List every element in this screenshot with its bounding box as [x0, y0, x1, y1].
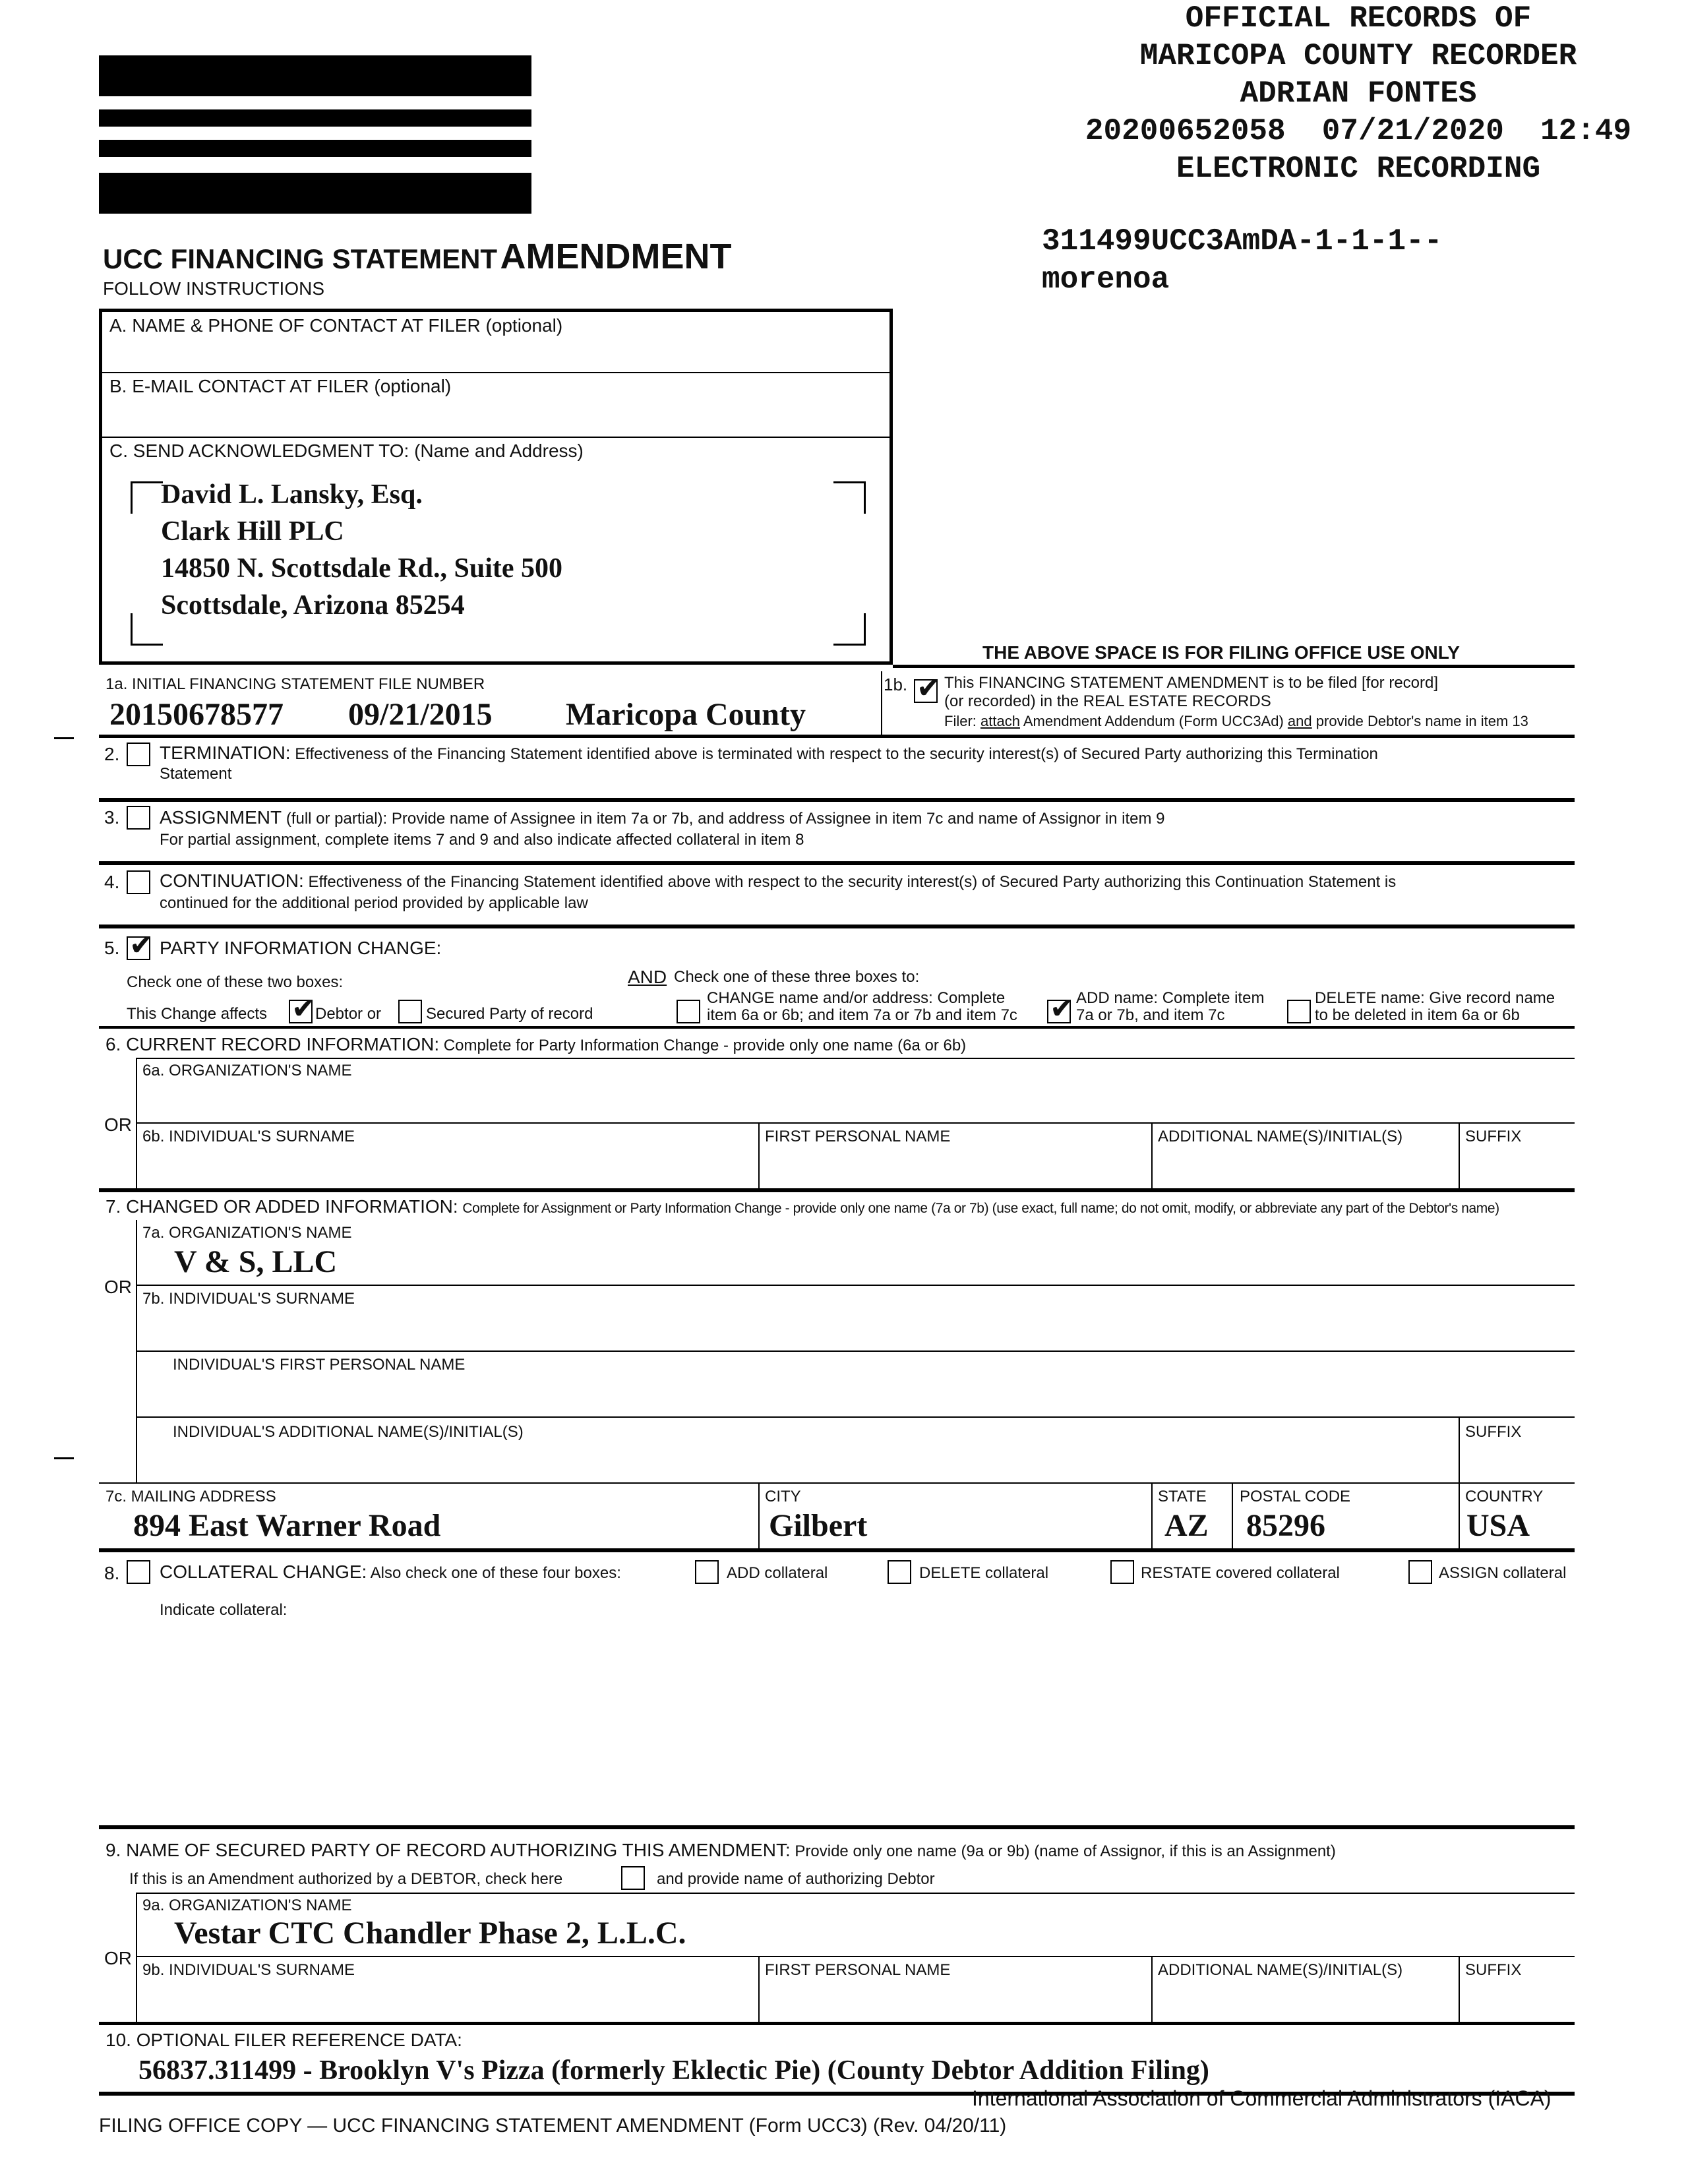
item-1b-attach: attach — [980, 713, 1020, 729]
item-2-title: TERMINATION: — [160, 743, 291, 763]
item-4-desc-2: continued for the additional period provided by applicable law — [160, 894, 588, 912]
bracket-bottom-left — [131, 613, 163, 646]
delete-collateral-checkbox[interactable] — [888, 1560, 911, 1584]
line-below-4 — [99, 925, 1575, 928]
item-9b-label: 9b. INDIVIDUAL'S SURNAME — [142, 1961, 355, 1979]
item-1b-line2: (or recorded) in the REAL ESTATE RECORDS — [944, 692, 1271, 710]
item-9-header — [106, 1841, 1336, 1861]
city-label: CITY — [765, 1488, 801, 1505]
change-name-checkbox[interactable] — [677, 1000, 700, 1023]
city-value: Gilbert — [769, 1508, 868, 1543]
item-6-suffix-label: SUFFIX — [1465, 1128, 1522, 1145]
item-5-change-1: CHANGE name and/or address: Complete — [707, 989, 1006, 1007]
redaction-bar-4 — [99, 173, 531, 214]
checkmark-icon: ✔ — [1050, 992, 1074, 1025]
follow-instructions: FOLLOW INSTRUCTIONS — [103, 278, 325, 299]
item-9a-label: 9a. ORGANIZATION'S NAME — [142, 1896, 352, 1914]
line-below-6 — [99, 1188, 1575, 1192]
item-2-desc-2: Statement — [160, 765, 232, 783]
grid-line — [136, 1956, 1575, 1957]
item-1a-label: 1a. INITIAL FINANCING STATEMENT FILE NUMBER — [106, 675, 485, 693]
filing-office-only: THE ABOVE SPACE IS FOR FILING OFFICE USE ONLY — [982, 642, 1460, 663]
item-7a-label: 7a. ORGANIZATION'S NAME — [142, 1224, 352, 1242]
margin-mark-2 — [54, 1457, 74, 1459]
item-1b-checkbox[interactable] — [914, 671, 941, 705]
margin-mark-1 — [54, 737, 74, 739]
grid-line — [136, 1285, 1575, 1286]
item-8-num: 8. — [104, 1563, 120, 1583]
grid-line — [136, 1122, 1575, 1124]
item-7-additional-label: INDIVIDUAL'S ADDITIONAL NAME(S)/INITIAL(S) — [173, 1423, 524, 1441]
item-1b-line1: This FINANCING STATEMENT AMENDMENT is to be filed [for record] — [944, 674, 1439, 692]
recorder-ref-1: 311499UCC3AmDA-1-1-1-- — [1042, 224, 1443, 258]
recorder-line-2: MARICOPA COUNTY RECORDER — [1139, 39, 1577, 73]
line-below-5 — [99, 1026, 1575, 1029]
item-4-num: 4. — [104, 872, 120, 892]
recorder-line-4: 20200652058 07/21/2020 12:49 — [1085, 114, 1632, 148]
item-5-delete-1: DELETE name: Give record name — [1315, 989, 1555, 1007]
item-2-num: 2. — [104, 744, 120, 764]
item-5-and: AND — [628, 967, 667, 987]
grid-line — [1459, 1956, 1460, 2022]
item-a-label: A. NAME & PHONE OF CONTACT AT FILER (optional) — [109, 315, 563, 336]
ack-address — [161, 476, 562, 624]
ack-line-1: David L. Lansky, Esq. — [161, 479, 423, 510]
item-3-num: 3. — [104, 807, 120, 828]
item-9-title: 9. NAME OF SECURED PARTY OF RECORD AUTHORIZING THIS AMENDMENT: — [106, 1840, 791, 1860]
item-7c-label: 7c. MAILING ADDRESS — [106, 1488, 276, 1505]
grid-line — [758, 1122, 760, 1188]
item-6-desc: Complete for Party Information Change - provide only one name (6a or 6b) — [443, 1037, 967, 1054]
secured-party-checkbox[interactable] — [398, 1000, 422, 1023]
redaction-bar-2 — [99, 109, 531, 127]
line-under-filing-office — [893, 665, 1575, 668]
grid-line — [136, 1416, 1575, 1418]
state-value: AZ — [1164, 1508, 1209, 1543]
ack-line-4: Scottsdale, Arizona 85254 — [161, 590, 465, 621]
item-9-suffix-label: SUFFIX — [1465, 1961, 1522, 1979]
divider-1a-1b — [881, 671, 882, 735]
recorder-line-5: ELECTRONIC RECORDING — [1176, 152, 1541, 186]
item-5-check-two: Check one of these two boxes: — [127, 973, 344, 991]
item-5-add-2: 7a or 7b, and item 7c — [1076, 1006, 1225, 1024]
grid-line — [136, 1893, 137, 2022]
item-1b-filer: Filer: — [944, 713, 977, 729]
or-7: OR — [104, 1277, 132, 1297]
line-below-2 — [99, 798, 1575, 802]
bracket-top-right — [833, 481, 866, 514]
grid-line — [758, 1482, 760, 1548]
checkmark-icon: ✔ — [291, 992, 316, 1025]
item-9-first-label: FIRST PERSONAL NAME — [765, 1961, 951, 1979]
item-4-desc: Effectiveness of the Financing Statement identified above with respect to the security interest(s) of Secured Party authorizing this Continuation Statement is — [308, 873, 1397, 891]
recorder-line-1: OFFICIAL RECORDS OF — [1185, 1, 1532, 36]
redaction-bar-3 — [99, 140, 531, 157]
line-below-1 — [99, 735, 1575, 738]
ack-line-2: Clark Hill PLC — [161, 516, 344, 547]
grid-line — [1151, 1482, 1153, 1548]
country-value: USA — [1466, 1508, 1530, 1543]
state-label: STATE — [1158, 1488, 1207, 1505]
item-1b-and: and — [1287, 713, 1312, 729]
item-8-title: COLLATERAL CHANGE: — [160, 1562, 367, 1582]
bracket-top-left — [131, 481, 163, 514]
item-6-header — [106, 1035, 966, 1055]
line-below-3 — [99, 861, 1575, 865]
footer-right: International Association of Commercial Administrators (IACA) — [972, 2086, 1552, 2110]
item-1b-line3 — [944, 712, 1528, 731]
item-7-first-label: INDIVIDUAL'S FIRST PERSONAL NAME — [173, 1356, 466, 1374]
recorder-stamp — [1029, 0, 1688, 188]
restate-collateral-label: RESTATE covered collateral — [1141, 1564, 1340, 1582]
form-title — [103, 236, 732, 277]
line-below-8 — [99, 1825, 1575, 1829]
grid-line — [136, 1893, 1575, 1894]
item-5-num: 5. — [104, 938, 120, 958]
item-b-label: B. E-MAIL CONTACT AT FILER (optional) — [109, 376, 452, 396]
form-title-main: AMENDMENT — [500, 237, 732, 276]
collateral-change-checkbox[interactable] — [127, 1560, 150, 1584]
checkmark-icon: ✔ — [129, 928, 154, 962]
delete-name-checkbox[interactable] — [1287, 1000, 1311, 1023]
item-1a-county: Maricopa County — [566, 697, 806, 732]
assign-collateral-checkbox[interactable] — [1408, 1560, 1432, 1584]
item-7-desc: Complete for Assignment or Party Information Change - provide only one name (7a or 7b) (use exact, full name; do not omit, modify, or abbreviate any part of the Debtor's name) — [462, 1201, 1499, 1216]
item-9-desc: Provide only one name (9a or 9b) (name of Assignor, if this is an Assignment) — [795, 1842, 1336, 1860]
grid-line — [136, 1058, 1575, 1059]
assignment-checkbox[interactable] — [127, 806, 150, 830]
item-3-title: ASSIGNMENT — [160, 807, 282, 828]
address-value: 894 East Warner Road — [133, 1508, 441, 1543]
postal-value: 85296 — [1246, 1508, 1325, 1543]
item-7-title: 7. CHANGED OR ADDED INFORMATION: — [106, 1196, 458, 1217]
item-4-text — [160, 872, 1396, 892]
item-5-debtor: Debtor or — [315, 1005, 382, 1023]
item-9-debtor-text: If this is an Amendment authorized by a DEBTOR, check here — [129, 1870, 563, 1888]
bracket-bottom-right — [833, 613, 866, 646]
item-1b-addendum: Amendment Addendum (Form UCC3Ad) — [1023, 713, 1284, 729]
debtor-checkbox[interactable] — [289, 992, 316, 1025]
footer-left — [99, 2114, 1006, 2138]
item-7-header — [106, 1198, 1499, 1218]
item-3-text — [160, 808, 1165, 828]
item-4-title: CONTINUATION: — [160, 870, 304, 891]
checkmark-icon: ✔ — [917, 671, 941, 705]
line-below-7 — [99, 1548, 1575, 1552]
continuation-checkbox[interactable] — [127, 870, 150, 894]
add-name-checkbox[interactable] — [1047, 992, 1074, 1025]
or-9: OR — [104, 1948, 132, 1968]
item-3-desc: (full or partial): Provide name of Assignee in item 7a or 7b, and address of Assignee in item 7c and name of Assignor in item 9 — [286, 810, 1165, 828]
party-info-checkbox[interactable] — [127, 928, 154, 962]
redaction-bar-1 — [99, 55, 531, 96]
grid-line — [1459, 1416, 1460, 1482]
country-label: COUNTRY — [1465, 1488, 1544, 1505]
termination-checkbox[interactable] — [127, 743, 150, 766]
or-6: OR — [104, 1114, 132, 1135]
item-1b-provide: provide Debtor's name in item 13 — [1315, 713, 1528, 729]
item-5-affects: This Change affects — [127, 1005, 268, 1023]
grid-line — [1151, 1122, 1153, 1188]
item-9a-value: Vestar CTC Chandler Phase 2, L.L.C. — [174, 1916, 686, 1951]
item-2-text — [160, 744, 1378, 764]
grid-line — [1459, 1482, 1460, 1548]
postal-label: POSTAL CODE — [1240, 1488, 1351, 1505]
delete-collateral-label: DELETE collateral — [919, 1564, 1049, 1582]
grid-line — [136, 1350, 1575, 1352]
item-1a-number: 20150678577 — [109, 697, 284, 732]
item-5-title: PARTY INFORMATION CHANGE: — [160, 938, 442, 958]
recorder-ref-2: morenoa — [1042, 262, 1170, 297]
item-1a-date: 09/21/2015 — [348, 697, 493, 732]
item-9-debtor-text-2: and provide name of authorizing Debtor — [657, 1870, 935, 1888]
form-title-prefix: UCC FINANCING STATEMENT — [103, 243, 498, 274]
ack-line-3: 14850 N. Scottsdale Rd., Suite 500 — [161, 553, 563, 584]
recorder-line-3: ADRIAN FONTES — [1240, 76, 1477, 111]
item-9-additional-label: ADDITIONAL NAME(S)/INITIAL(S) — [1158, 1961, 1403, 1979]
grid-line — [99, 1482, 1575, 1484]
item-5-delete-2: to be deleted in item 6a or 6b — [1315, 1006, 1520, 1024]
item-6b-label: 6b. INDIVIDUAL'S SURNAME — [142, 1128, 355, 1145]
authorizing-debtor-checkbox[interactable] — [621, 1866, 645, 1890]
item-10-label: 10. OPTIONAL FILER REFERENCE DATA: — [106, 2030, 462, 2050]
line-below-9 — [99, 2022, 1575, 2025]
grid-line — [1459, 1122, 1460, 1188]
grid-line — [136, 1220, 137, 1484]
item-c-label: C. SEND ACKNOWLEDGMENT TO: (Name and Address) — [109, 440, 584, 461]
item-8-header — [160, 1563, 621, 1583]
item-5-check-three: Check one of these three boxes to: — [674, 968, 920, 986]
item-6a-label: 6a. ORGANIZATION'S NAME — [142, 1062, 352, 1079]
add-collateral-label: ADD collateral — [727, 1564, 828, 1582]
item-7-suffix-label: SUFFIX — [1465, 1423, 1522, 1441]
grid-line — [758, 1956, 760, 2022]
item-1b-num: 1b. — [884, 675, 908, 694]
add-collateral-checkbox[interactable] — [695, 1560, 719, 1584]
item-10-value: 56837.311499 - Brooklyn V's Pizza (formerly Eklectic Pie) (County Debtor Addition Filing) — [138, 2055, 1209, 2086]
item-2-desc: Effectiveness of the Financing Statement identified above is terminated with respect to the security interest(s) of Secured Party authorizing this Termination — [295, 745, 1378, 763]
item-6-title: 6. CURRENT RECORD INFORMATION: — [106, 1034, 440, 1054]
item-3-desc-2: For partial assignment, complete items 7 and 9 and also indicate affected collateral in item 8 — [160, 831, 804, 849]
indicate-collateral-label: Indicate collateral: — [160, 1601, 287, 1619]
grid-line — [1232, 1482, 1233, 1548]
item-7b-label: 7b. INDIVIDUAL'S SURNAME — [142, 1290, 355, 1308]
grid-line — [1151, 1956, 1153, 2022]
item-8-also: Also check one of these four boxes: — [370, 1564, 621, 1582]
item-6-first-label: FIRST PERSONAL NAME — [765, 1128, 951, 1145]
restate-collateral-checkbox[interactable] — [1110, 1560, 1134, 1584]
footer-left-text: FILING OFFICE COPY — UCC FINANCING STATEMENT AMENDMENT (Form UCC3) (Rev. 04/20/11) — [99, 2115, 1007, 2137]
item-6-additional-label: ADDITIONAL NAME(S)/INITIAL(S) — [1158, 1128, 1403, 1145]
assign-collateral-label: ASSIGN collateral — [1439, 1564, 1567, 1582]
item-5-add-1: ADD name: Complete item — [1076, 989, 1265, 1007]
item-7a-value: V & S, LLC — [174, 1244, 338, 1279]
item-5-change-2: item 6a or 6b; and item 7a or 7b and item 7c — [707, 1006, 1017, 1024]
item-5-secured: Secured Party of record — [426, 1005, 593, 1023]
